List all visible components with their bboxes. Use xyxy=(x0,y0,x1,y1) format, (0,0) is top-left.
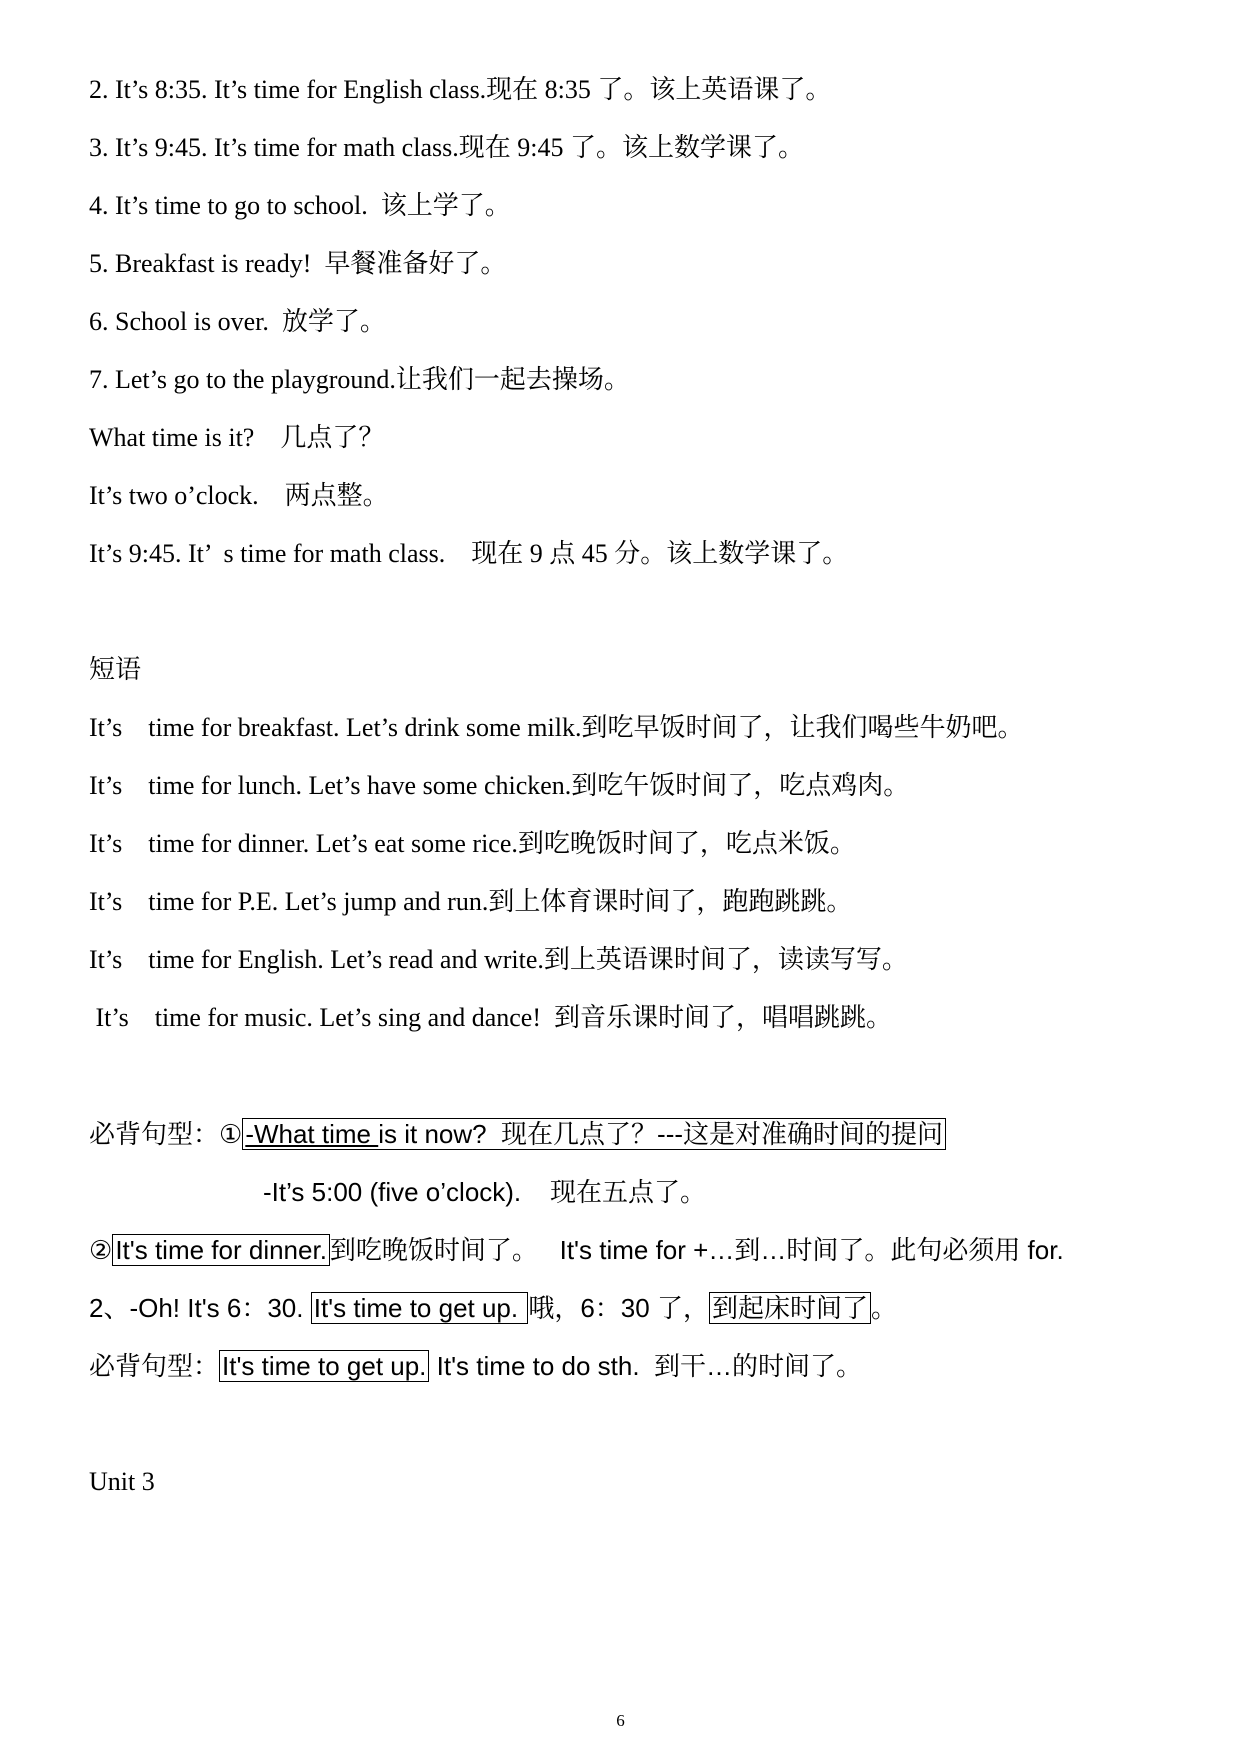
boxed-phrase: It's time to get up. xyxy=(219,1350,429,1382)
sentence-6: 6. School is over. 放学了。 xyxy=(89,307,386,336)
pattern-line-1 xyxy=(89,1117,946,1151)
pattern-answer: -It’s 5:00 (five o’clock). 现在五点了。 xyxy=(263,1177,707,1207)
phrase-item: It’s time for music. Let’s sing and dance! 到音乐课时间了，唱唱跳跳。 xyxy=(89,1003,893,1032)
phrase-item: It’s time for P.E. Let’s jump and run.到上体育课时间了，跑跑跳跳。 xyxy=(89,887,853,916)
boxed-phrase: It's time for dinner. xyxy=(112,1234,330,1266)
sentence-4: 4. It’s time to go to school. 该上学了。 xyxy=(89,191,511,220)
boxed-phrase: It's time to get up. xyxy=(311,1292,529,1324)
example-line: It’s 9:45. It’ s time for math class. 现在 9 点 45 分。该上数学课了。 xyxy=(89,539,849,568)
unit-heading: Unit 3 xyxy=(89,1467,155,1496)
phrase-item: It’s time for lunch. Let’s have some chicken.到吃午饭时间了，吃点鸡肉。 xyxy=(89,771,910,800)
answer-line: It’s two o’clock. 两点整。 xyxy=(89,481,389,510)
sentence-2: 2. It’s 8:35. It’s time for English class.现在 8:35 了。该上英语课了。 xyxy=(89,75,832,104)
example-dialogue: 2、-Oh! It's 6：30. It's time to get up. 哦，6：30 了， 到起床时间了 。 xyxy=(89,1293,897,1323)
pattern-explanation: 到吃晚饭时间了。 It's time for +…到…时间了。此句必须用 for. xyxy=(329,1235,1064,1265)
boxed-phrase: 到起床时间了 xyxy=(709,1292,871,1324)
phrases-heading: 短语 xyxy=(89,655,142,684)
sentence-5: 5. Breakfast is ready! 早餐准备好了。 xyxy=(89,249,507,278)
page-number: 6 xyxy=(616,1711,625,1730)
question-line: What time is it? 几点了？ xyxy=(89,423,385,452)
pattern-line-3 xyxy=(89,1349,862,1383)
sentence-3: 3. It’s 9:45. It’s time for math class.现在 9:45 了。该上数学课了。 xyxy=(89,133,804,162)
phrase-item: It’s time for breakfast. Let’s drink some milk.到吃早饭时间了，让我们喝些牛奶吧。 xyxy=(89,713,1024,742)
pattern-label: 必背句型： xyxy=(89,1351,220,1381)
pattern-explanation: It's time to do sth. 到干…的时间了。 xyxy=(429,1351,863,1381)
phrase-item: It’s time for dinner. Let’s eat some rice.到吃晚饭时间了，吃点米饭。 xyxy=(89,829,856,858)
pattern-line-2 xyxy=(89,1233,1064,1267)
phrase-item: It’s time for English. Let’s read and write.到上英语课时间了，读读写写。 xyxy=(89,945,908,974)
pattern-boxed-question: -What time is it now? 现在几点了？---这是对准确时间的提问 xyxy=(242,1118,946,1150)
pattern-label: 必背句型：① xyxy=(89,1119,243,1149)
sentence-7: 7. Let’s go to the playground.让我们一起去操场。 xyxy=(89,365,630,394)
circled-number: ② xyxy=(89,1235,113,1265)
